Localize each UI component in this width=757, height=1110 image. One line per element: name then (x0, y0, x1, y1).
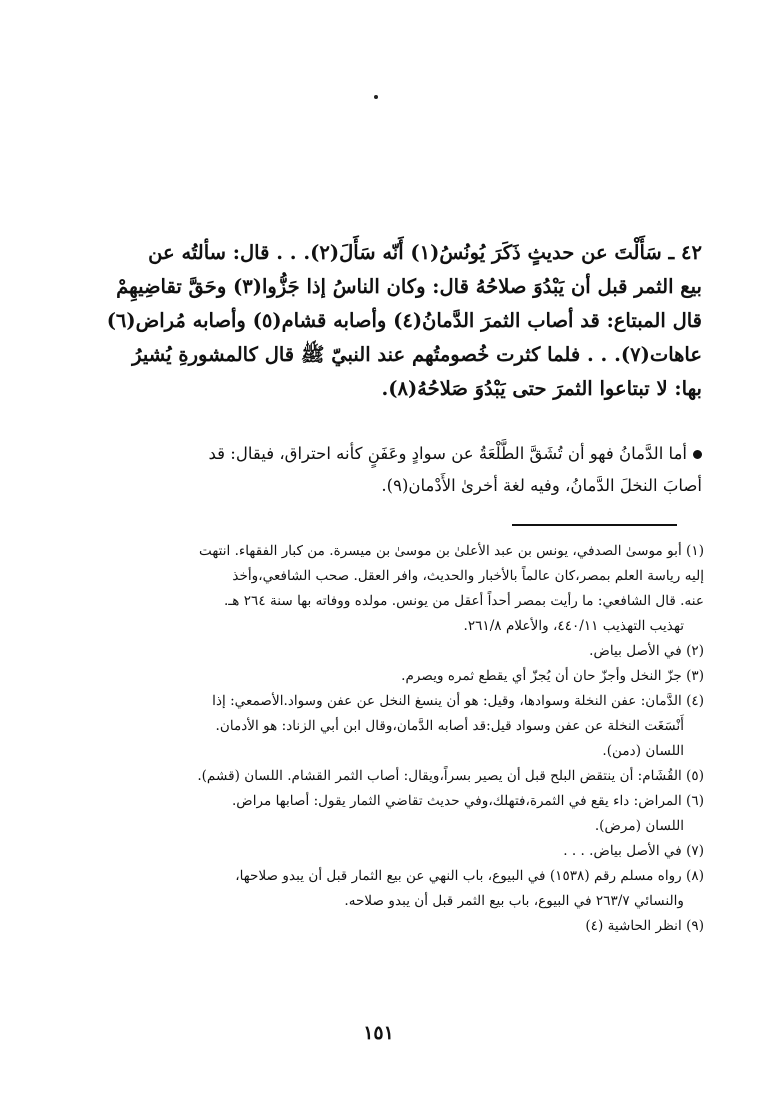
hadith-line: ٤٢ ـ سَأَلْتَ عن حديثٍ ذَكَرَ يُونُسُ(١) أَنّه سَأَلَ(٢). . . قال: سألتُه عن (148, 241, 702, 264)
footnote-line: (٤) الدَّمان: عفن النخلة وسوادها، وقيل: هو أن ينسغ النخل عن عفن وسواد.الأصمعي: إذا (212, 693, 704, 709)
footnote-line: (٩) انظر الحاشية (٤) (585, 918, 704, 934)
footnote-line: تهذيب التهذيب ٤٤٠/١١، والأعلام ٢٦١/٨. (463, 618, 684, 634)
footnote-line: (٦) المراض: داء يقع في الثمرة،فتهلك،وفي حديث تقاضي الثمار يقول: أصابها مراض. (231, 793, 704, 809)
footnote-line: (٢) في الأصل بياض. (589, 643, 704, 659)
footnotes (68, 539, 704, 939)
explanation-text (70, 438, 702, 502)
hadith-line: بها: لا تبتاعوا الثمرَ حتى يَبْدُوَ صَلاحُهُ(٨). (381, 377, 702, 400)
page-number: ١٥١ (363, 1022, 394, 1044)
explanation-line: أصابَ النخلَ الدَّمانُ، وفيه لغة أخرىٰ الأَدْمان(٩). (381, 476, 702, 495)
explanation-line (70, 438, 702, 470)
footnote-line: (٥) القُشَام: أن ينتقض البلح قبل أن يصير بسراً،ويقال: أصاب الثمر القشام. اللسان (قشم). (197, 768, 704, 784)
hadith-line: بيع الثمر قبل أن يَبْدُوَ صلاحُهُ قال: وكان الناسُ إذا جَزُّوا(٣) وحَقَّ تقاضِيهِمْ (116, 275, 702, 298)
hadith-text (70, 236, 702, 406)
footnote-line: (٨) رواه مسلم رقم (١٥٣٨) في البيوع، باب النهي عن بيع الثمار قبل أن يبدو صلاحها، (235, 868, 704, 884)
footnote-divider (512, 524, 677, 526)
footnote-line: عنه. قال الشافعي: ما رأيت بمصر أحداً أعقل من يونس. مولده ووفاته بها سنة ٢٦٤ هـ. (223, 593, 704, 609)
footnote-line: (١) أبو موسىٰ الصدفي، يونس بن عبد الأعلىٰ بن موسىٰ بن ميسرة. من كبار الفقهاء. انتهت (198, 543, 704, 559)
footnote-line: إليه رياسة العلم بمصر،كان عالماً بالأخبار والحديث، وافر العقل. صحب الشافعي،وأخذ (232, 568, 704, 584)
hadith-line: عاهات(٧). . . فلما كثرت خُصومتُهم عند النبيّ ﷺ قال كالمشورةِ يُشيرُ (132, 343, 702, 366)
footnote-line: (٧) في الأصل بياض. . . . (563, 843, 704, 859)
bullet-icon (693, 450, 702, 459)
footnote-line: (٣) جزّ النخل وأجزّ حان أن يُجزّ أي يقطع ثمره ويصرم. (401, 668, 704, 684)
footnote-line: اللسان (دمن). (602, 743, 684, 759)
footnote-line: والنسائي ٢٦٣/٧ في البيوع، باب بيع الثمر قبل أن يبدو صلاحه. (344, 893, 684, 909)
footnote-line: اللسان (مرض). (594, 818, 684, 834)
footnote-line: أَنْسَغَت النخلة عن عفن وسواد قيل:قد أصابه الدَّمان،وقال ابن أبي الزناد: هو الأدمان. (215, 718, 684, 734)
explanation-line-text: أما الدَّمانُ فهو أن تُشَقَّ الطَّلْعَةُ عن سوادٍ وعَفَنٍ كأنه احتراق، فيقال: قد (208, 444, 687, 463)
hadith-line: قال المبتاع: قد أصاب الثمرَ الدَّمانُ(٤) وأصابه قشام(٥) وأصابه مُراض(٦) (106, 309, 702, 332)
header-dot (374, 95, 378, 99)
